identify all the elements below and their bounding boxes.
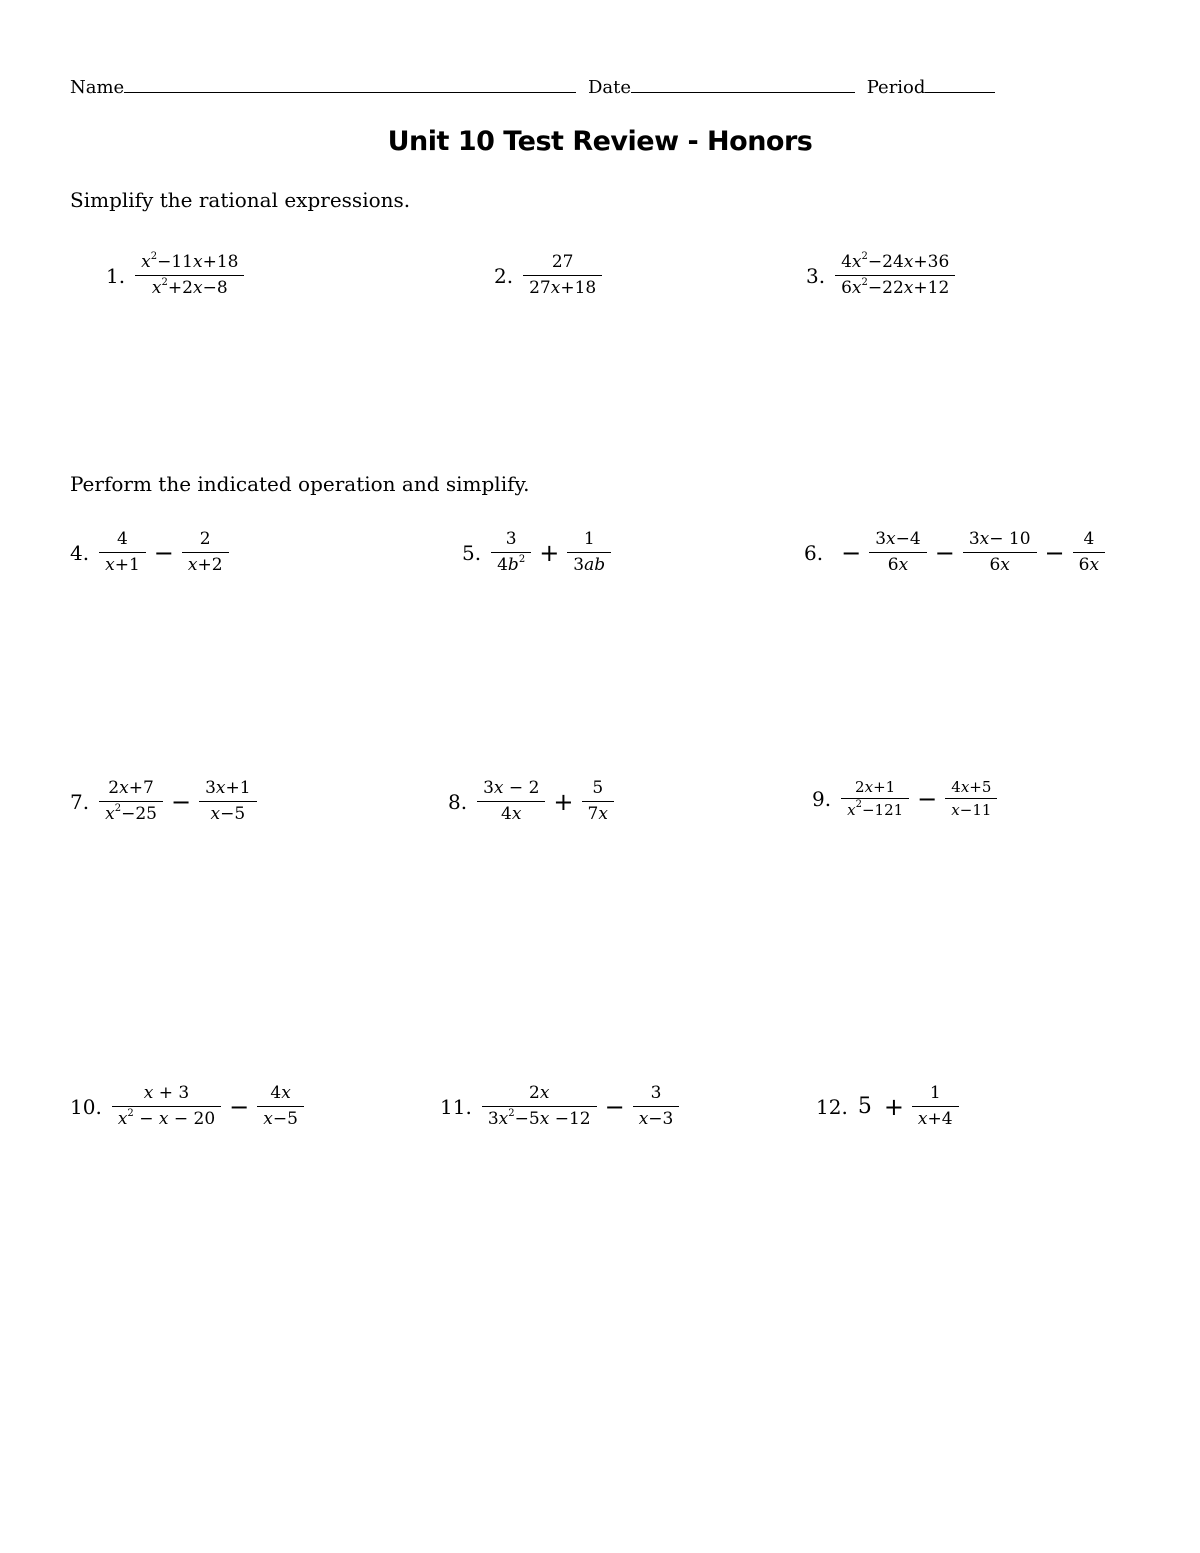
- denominator: $x^2-25$: [105, 802, 157, 824]
- denominator: $x^2+2x-8$: [151, 276, 228, 298]
- denominator: $x^2 - x - 20$: [117, 1107, 216, 1129]
- denominator: 27x+18: [529, 277, 597, 298]
- date-blank[interactable]: [631, 74, 855, 93]
- denominator: $6x^2-22x+12$: [841, 276, 950, 298]
- fraction: [963, 530, 1037, 575]
- denominator: 3ab: [573, 554, 606, 575]
- name-blank[interactable]: [124, 74, 576, 93]
- problem-8: [448, 779, 614, 824]
- denominator: 6x: [887, 554, 909, 575]
- numerator: 3x−4: [869, 530, 927, 553]
- numerator: 4: [99, 530, 146, 553]
- fraction: [482, 1084, 597, 1129]
- date-label: Date: [587, 77, 631, 98]
- denominator: 6x: [989, 554, 1010, 575]
- fraction: [182, 530, 229, 575]
- page-title: Unit 10 Test Review - Honors: [387, 126, 813, 157]
- denominator: x−3: [638, 1108, 674, 1129]
- numerator: 5: [582, 779, 614, 802]
- denominator: x+4: [917, 1108, 953, 1129]
- fraction: [912, 1084, 959, 1129]
- fraction: [491, 530, 531, 575]
- operator: −: [153, 538, 174, 567]
- problem-number: 11.: [440, 1094, 472, 1119]
- problem-5: [462, 530, 611, 575]
- numerator: 2x+7: [99, 779, 163, 802]
- fraction: [477, 779, 545, 824]
- fraction: [257, 1084, 304, 1129]
- numerator: 4x: [257, 1084, 304, 1107]
- fraction: [523, 253, 602, 298]
- problem-7: [70, 779, 257, 824]
- operator: −: [604, 1092, 625, 1121]
- problem-9: [812, 779, 997, 820]
- numerator: $x^2-11x+18$: [135, 253, 244, 276]
- numerator: 3x − 2: [477, 779, 545, 802]
- denominator: $3x^2-5x -12$: [487, 1107, 591, 1129]
- fraction: [1073, 530, 1105, 575]
- problem-number: 12.: [816, 1094, 848, 1119]
- denominator: $x^2-121$: [847, 799, 904, 820]
- operator: −: [170, 787, 192, 816]
- problem-number: 8.: [448, 789, 468, 814]
- fraction: [567, 530, 611, 575]
- numerator: 2x: [482, 1084, 597, 1107]
- period-blank[interactable]: [925, 74, 995, 93]
- operator: −: [1044, 538, 1065, 567]
- problem-3: [806, 253, 955, 298]
- operator: −: [917, 785, 938, 814]
- problem-10: [70, 1084, 304, 1129]
- denominator: x+2: [187, 554, 223, 575]
- denominator: 6x: [1078, 554, 1100, 575]
- problem-1: [106, 253, 244, 298]
- problem-number: 9.: [812, 787, 832, 812]
- fraction: [112, 1084, 221, 1129]
- section-2-instruction: Perform the indicated operation and simplify.: [70, 472, 530, 496]
- numerator: 3: [633, 1084, 680, 1107]
- section-1-instruction: Simplify the rational expressions.: [70, 188, 411, 212]
- numerator: 2: [182, 530, 229, 553]
- fraction: [841, 779, 909, 820]
- student-info-header: [70, 74, 995, 98]
- denominator: 7x: [587, 803, 608, 824]
- denominator: 4x: [501, 803, 522, 824]
- numerator: x + 3: [112, 1084, 221, 1107]
- problem-4: [70, 530, 229, 575]
- numerator: 4x+5: [945, 779, 997, 799]
- problem-number: 2.: [494, 263, 514, 288]
- problem-number: 6.: [804, 540, 824, 565]
- problem-11: [440, 1084, 679, 1129]
- numerator: 3: [491, 530, 531, 553]
- problem-number: 10.: [70, 1094, 102, 1119]
- denominator: x−5: [210, 803, 246, 824]
- fraction: [135, 253, 244, 298]
- operator: +: [539, 538, 560, 567]
- numerator: $4x^2-24x+36$: [835, 253, 955, 276]
- numerator: 2x+1: [841, 779, 909, 799]
- problem-number: 1.: [106, 263, 126, 288]
- numerator: 27: [523, 253, 602, 276]
- name-label: Name: [70, 77, 125, 98]
- whole-number: 5: [857, 1094, 872, 1120]
- problem-number: 7.: [70, 789, 90, 814]
- denominator: x−5: [263, 1108, 298, 1129]
- denominator: x+1: [105, 554, 140, 575]
- numerator: 1: [912, 1084, 959, 1107]
- fraction: [99, 779, 163, 824]
- fraction: [633, 1084, 680, 1129]
- operator: −: [841, 538, 862, 567]
- operator: +: [553, 787, 574, 816]
- period-label: Period: [866, 77, 926, 98]
- problem-number: 5.: [462, 540, 482, 565]
- problem-6: [804, 530, 1105, 575]
- fraction: [99, 530, 146, 575]
- numerator: 3x− 10: [963, 530, 1037, 553]
- numerator: 1: [567, 530, 611, 553]
- denominator: x−11: [951, 801, 992, 820]
- problem-2: [494, 253, 602, 298]
- operator: −: [229, 1092, 250, 1121]
- operator: −: [934, 538, 955, 567]
- fraction: [199, 779, 257, 824]
- numerator: 4: [1073, 530, 1105, 553]
- fraction: [582, 779, 614, 824]
- problem-12: [816, 1084, 959, 1129]
- problem-number: 4.: [70, 540, 90, 565]
- problem-number: 3.: [806, 263, 826, 288]
- fraction: [835, 253, 955, 298]
- fraction: [945, 779, 997, 820]
- fraction: [869, 530, 927, 575]
- operator: +: [883, 1092, 904, 1121]
- numerator: 3x+1: [199, 779, 257, 802]
- denominator: $4b^2$: [497, 553, 526, 575]
